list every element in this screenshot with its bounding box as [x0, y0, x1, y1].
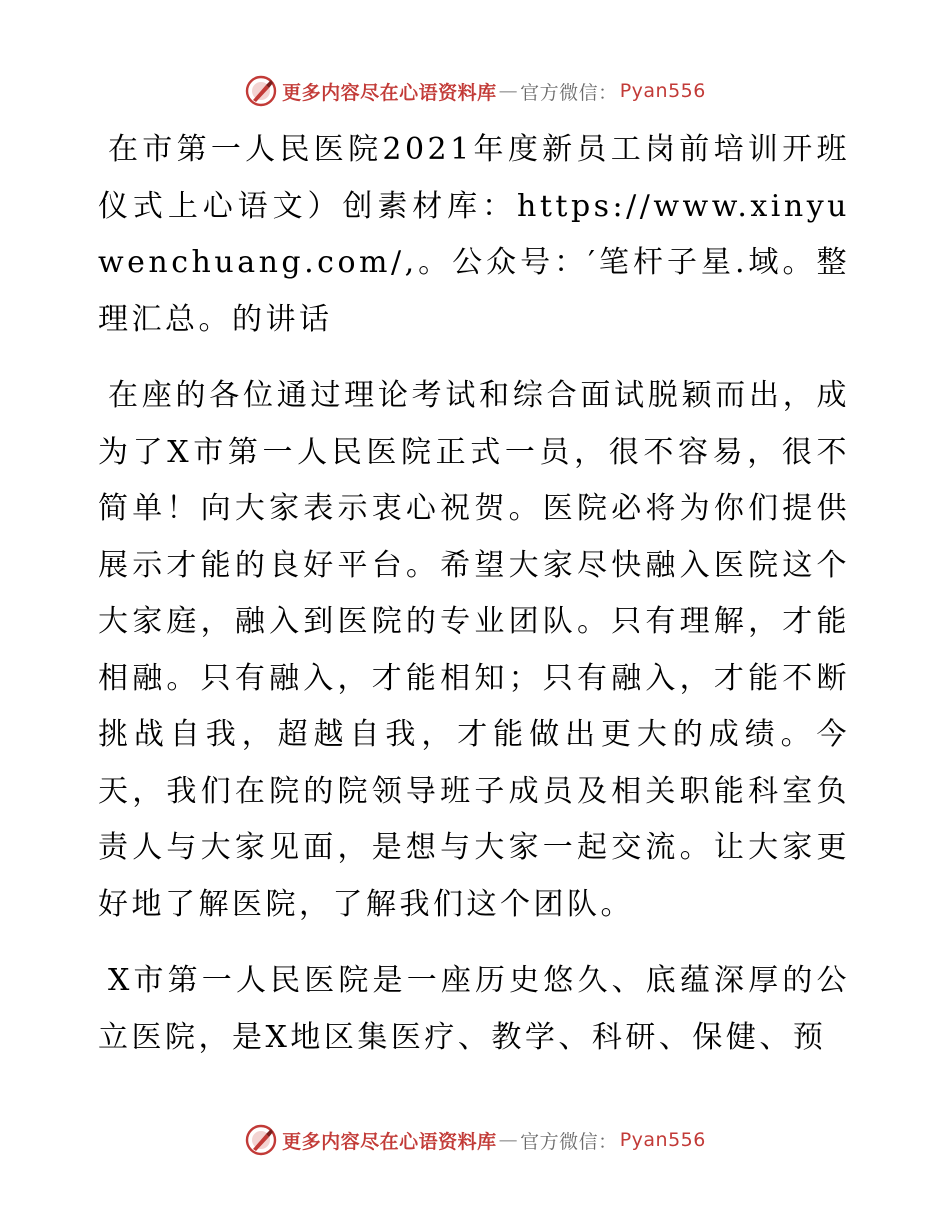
body-paragraph: X市第一人民医院是一座历史悠久、底蕴深厚的公立医院，是X地区集医疗、教学、科研、保健、预: [98, 963, 850, 1055]
banner-separator: —: [498, 1129, 519, 1151]
brand-logo-icon: [244, 74, 278, 108]
banner-label: 官方微信：: [520, 1130, 618, 1153]
document-body: [98, 122, 850, 1086]
header-banner: [0, 71, 950, 111]
footer-banner: [0, 1120, 950, 1160]
banner-wechat-id: Pyan556: [619, 80, 706, 102]
banner-text: 更多内容尽在心语资料库: [282, 1130, 497, 1153]
banner-label: 官方微信：: [520, 81, 618, 104]
brand-logo-icon: [244, 1123, 278, 1157]
document-title-paragraph: 在市第一人民医院2021年度新员工岗前培训开班仪式上心语文）创素材库：https://www.xinyuwenchuang.com/,。公众号：′笔杆子星.域。整理汇总。的讲话: [98, 132, 850, 337]
body-paragraph: 在座的各位通过理论考试和综合面试脱颖而出，成为了X市第一人民医院正式一员，很不容易，很不简单！向大家表示衷心祝贺。医院必将为你们提供展示才能的良好平台。希望大家尽快融入医院这个大家庭，融入到医院的专业团队。只有理解，才能相融。只有融入，才能相知；只有融入，才能不断挑战自我，超越自我，才能做出更大的成绩。今天，我们在院的院领导班子成员及相关职能科室负责人与大家见面，是想与大家一起交流。让大家更好地了解医院，了解我们这个团队。: [98, 378, 850, 922]
banner-wechat-id: Pyan556: [619, 1129, 706, 1151]
banner-text: 更多内容尽在心语资料库: [282, 81, 497, 104]
banner-separator: —: [498, 80, 519, 102]
